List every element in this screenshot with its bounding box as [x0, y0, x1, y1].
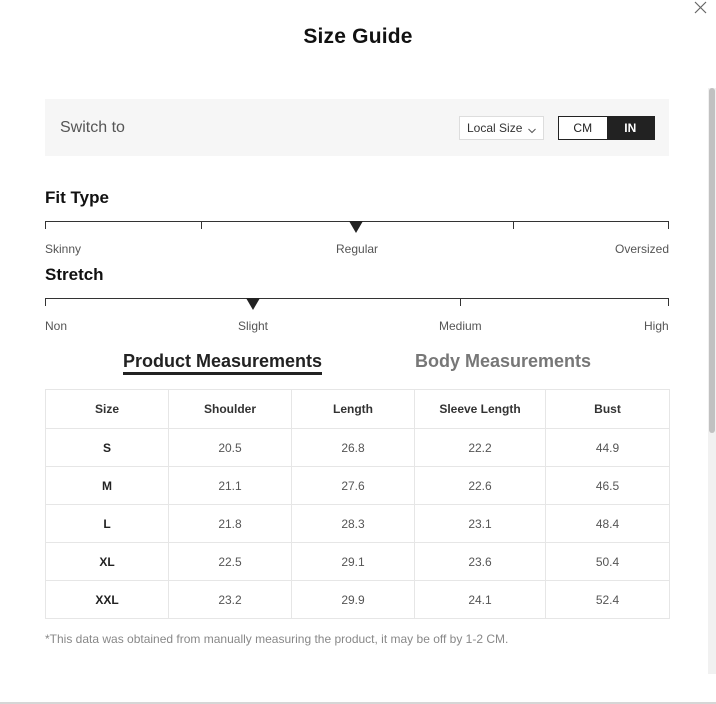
- size-cell: XXL: [46, 581, 169, 619]
- bust-cell: 48.4: [546, 505, 670, 543]
- size-cell: L: [46, 505, 169, 543]
- shoulder-cell: 22.5: [169, 543, 292, 581]
- shoulder-cell: 20.5: [169, 429, 292, 467]
- bust-cell: 50.4: [546, 543, 670, 581]
- stretch-line: [45, 298, 669, 299]
- header-length: Length: [292, 390, 415, 429]
- stretch-tick: [668, 298, 669, 306]
- measurement-note: *This data was obtained from manually measuring the product, it may be off by 1-2 CM.: [45, 632, 509, 646]
- bust-cell: 44.9: [546, 429, 670, 467]
- switch-label: Switch to: [60, 119, 125, 136]
- table-row: [46, 505, 670, 543]
- stretch-tick: [460, 298, 461, 306]
- tab-body-measurements[interactable]: Body Measurements: [415, 351, 592, 371]
- fit-type-scale: [45, 221, 669, 231]
- bust-cell: 52.4: [546, 581, 670, 619]
- modal-title: Size Guide: [303, 25, 413, 48]
- header-sleeve-length: Sleeve Length: [415, 390, 546, 429]
- fit-type-label-skinny: Skinny: [45, 242, 82, 256]
- unit-in-button[interactable]: IN: [607, 117, 655, 139]
- length-cell: 28.3: [292, 505, 415, 543]
- fit-type-label-regular: Regular: [336, 242, 379, 256]
- sleeve-length-cell: 23.6: [415, 543, 546, 581]
- header-shoulder: Shoulder: [169, 390, 292, 429]
- stretch-label-slight: Slight: [238, 319, 269, 333]
- fit-type-label-oversized: Oversized: [615, 242, 670, 256]
- fit-type-tick: [668, 221, 669, 229]
- fit-type-marker: [349, 221, 363, 233]
- fit-type-title: Fit Type: [45, 188, 109, 207]
- fit-type-tick: [513, 221, 514, 229]
- length-cell: 29.1: [292, 543, 415, 581]
- stretch-scale: [45, 298, 669, 308]
- shoulder-cell: 21.1: [169, 467, 292, 505]
- stretch-label-non: Non: [45, 319, 68, 333]
- length-cell: 29.9: [292, 581, 415, 619]
- size-table: [45, 389, 670, 619]
- shoulder-cell: 21.8: [169, 505, 292, 543]
- chevron-down-icon: [528, 124, 536, 132]
- header-bust: Bust: [546, 390, 670, 429]
- size-cell: XL: [46, 543, 169, 581]
- table-row: [46, 467, 670, 505]
- table-header-row: [46, 390, 670, 429]
- close-icon[interactable]: [693, 0, 709, 16]
- size-cell: S: [46, 429, 169, 467]
- length-cell: 26.8: [292, 429, 415, 467]
- sleeve-length-cell: 23.1: [415, 505, 546, 543]
- stretch-tick: [45, 298, 46, 306]
- length-cell: 27.6: [292, 467, 415, 505]
- size-cell: M: [46, 467, 169, 505]
- unit-toggle: [558, 116, 655, 140]
- table-row: [46, 429, 670, 467]
- tab-product-measurements[interactable]: Product Measurements: [123, 351, 323, 371]
- size-system-value: Local Size: [467, 121, 523, 135]
- size-system-select[interactable]: [459, 116, 544, 140]
- switch-bar: [45, 99, 669, 156]
- sleeve-length-cell: 22.6: [415, 467, 546, 505]
- table-row: [46, 543, 670, 581]
- bust-cell: 46.5: [546, 467, 670, 505]
- unit-cm-button[interactable]: CM: [559, 117, 607, 139]
- fit-type-tick: [45, 221, 46, 229]
- stretch-label-medium: Medium: [439, 319, 482, 333]
- stretch-label-high: High: [644, 319, 669, 333]
- scrollbar-thumb[interactable]: [709, 88, 715, 433]
- table-row: [46, 581, 670, 619]
- fit-type-tick: [201, 221, 202, 229]
- header-size: Size: [46, 390, 169, 429]
- stretch-marker: [246, 298, 260, 310]
- stretch-title: Stretch: [45, 265, 104, 284]
- sleeve-length-cell: 24.1: [415, 581, 546, 619]
- active-tab-underline: [123, 372, 322, 375]
- shoulder-cell: 23.2: [169, 581, 292, 619]
- sleeve-length-cell: 22.2: [415, 429, 546, 467]
